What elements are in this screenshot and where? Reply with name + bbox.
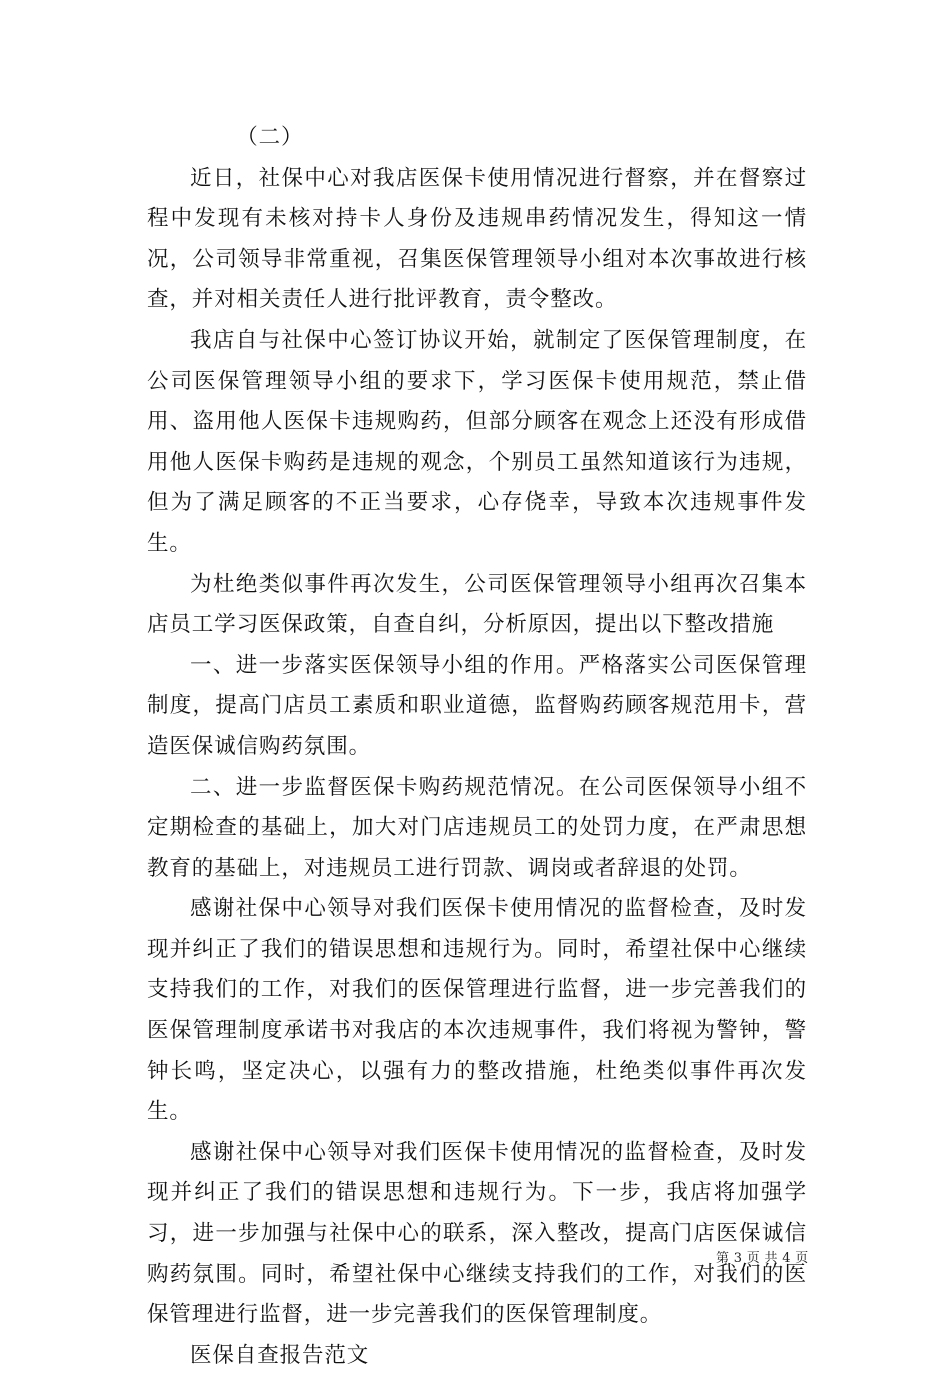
paragraph-1: 近日，社保中心对我店医保卡使用情况进行督察，并在督察过程中发现有未核对持卡人身份及违规串药情况发生，得知这一情况，公司领导非常重视，召集医保管理领导小组对本次事故进行核查，并对相关责任人进行批评教育，责令整改。 [147, 165, 807, 313]
paragraph-5: 二、进一步监督医保卡购药规范情况。在公司医保领导小组不定期检查的基础上，加大对门店违规员工的处罚力度，在严肃思想教育的基础上，对违规员工进行罚款、调岗或者辞退的处罚。 [147, 774, 807, 881]
document-body [147, 118, 807, 1376]
paragraph-7: 感谢社保中心领导对我们医保卡使用情况的监督检查，及时发现并纠正了我们的错误思想和违规行为。下一步，我店将加强学习，进一步加强与社保中心的联系，深入整改，提高门店医保诚信购药氛围。同时，希望社保中心继续支持我们的工作，对我们的医保管理进行监督，进一步完善我们的医保管理制度。 [147, 1139, 807, 1328]
page-number-footer: 第 3 页 共 4 页 [716, 1251, 809, 1266]
paragraph-4: 一、进一步落实医保领导小组的作用。严格落实公司医保管理制度，提高门店员工素质和职业道德，监督购药顾客规范用卡，营造医保诚信购药氛围。 [147, 652, 807, 759]
paragraph-2: 我店自与社保中心签订协议开始，就制定了医保管理制度，在公司医保管理领导小组的要求下，学习医保卡使用规范，禁止借用、盗用他人医保卡违规购药，但部分顾客在观念上还没有形成借用他人医保卡购药是违规的观念，个别员工虽然知道该行为违规，但为了满足顾客的不正当要求，心存侥幸，导致本次违规事件发生。 [147, 327, 807, 556]
paragraph-6: 感谢社保中心领导对我们医保卡使用情况的监督检查，及时发现并纠正了我们的错误思想和违规行为。同时，希望社保中心继续支持我们的工作，对我们的医保管理进行监督，进一步完善我们的医保管理制度承诺书对我店的本次违规事件，我们将视为警钟，警钟长鸣，坚定决心，以强有力的整改措施，杜绝类似事件再次发生。 [147, 896, 807, 1125]
section-label: （二） [236, 125, 304, 150]
paragraph-3: 为杜绝类似事件再次发生，公司医保管理领导小组再次召集本店员工学习医保政策，自查自纠，分析原因，提出以下整改措施 [147, 571, 807, 638]
paragraph-8-title: 医保自查报告范文 [190, 1342, 370, 1368]
